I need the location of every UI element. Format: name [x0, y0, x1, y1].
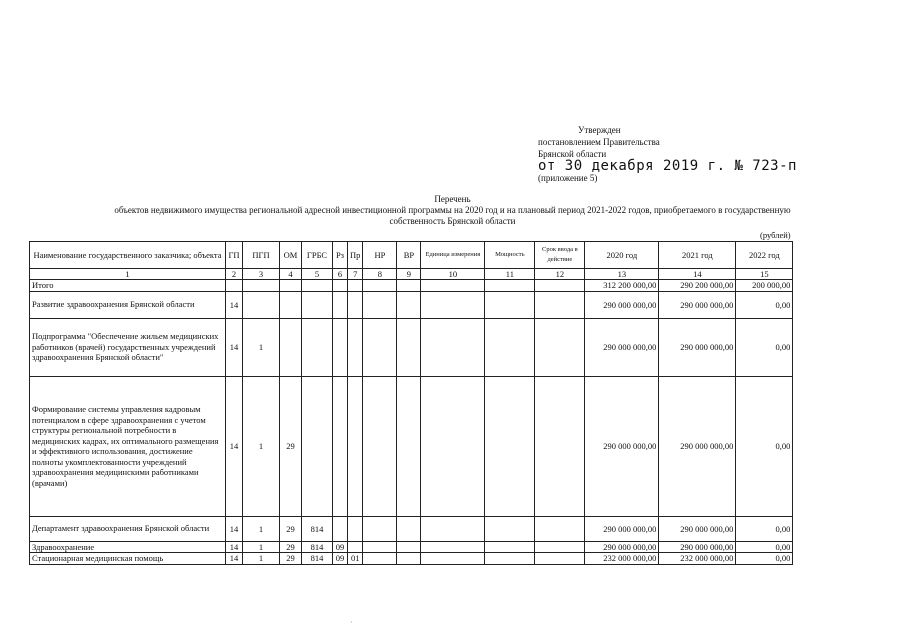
col-num: 5 — [302, 269, 333, 280]
row-nr — [363, 553, 397, 565]
row-2021: 290 000 000,00 — [659, 318, 736, 376]
row-pr — [348, 318, 363, 376]
row-name: Итого — [30, 280, 226, 292]
header-unit: Единица измерения — [421, 242, 485, 269]
table-row — [30, 291, 793, 318]
row-pgp — [243, 280, 280, 292]
row-unit — [421, 376, 485, 516]
row-name: Департамент здравоохранения Брянской области — [30, 516, 226, 541]
units-label: (рублей) — [760, 230, 791, 240]
row-pr — [348, 516, 363, 541]
row-term — [535, 291, 585, 318]
approval-date-number: от 30 декабря 2019 г. № 723-п — [538, 158, 797, 174]
title-line-1: Перечень — [434, 194, 471, 204]
row-grbs — [302, 376, 333, 516]
approval-stamp — [538, 124, 797, 184]
row-om: 29 — [280, 376, 302, 516]
approval-appendix: (приложение 5) — [538, 173, 598, 183]
col-num: 6 — [333, 269, 348, 280]
scan-mark: · — [350, 618, 353, 627]
col-num: 12 — [535, 269, 585, 280]
row-2021: 232 000 000,00 — [659, 553, 736, 565]
header-2020: 2020 год — [585, 242, 659, 269]
table-row — [30, 541, 793, 553]
row-unit — [421, 541, 485, 553]
row-2022: 0,00 — [736, 516, 793, 541]
title-line-3: собственность Брянской области — [389, 216, 516, 226]
document-title — [20, 194, 885, 227]
row-nr — [363, 376, 397, 516]
header-nr: НР — [363, 242, 397, 269]
investment-table — [29, 241, 793, 565]
approval-line-decree: постановлением Правительства — [538, 137, 660, 147]
row-2022: 0,00 — [736, 318, 793, 376]
row-nr — [363, 541, 397, 553]
row-pgp — [243, 291, 280, 318]
header-pgp: ПГП — [243, 242, 280, 269]
row-om: 29 — [280, 541, 302, 553]
title-line-2: объектов недвижимого имущества региональной адресной инвестиционной программы на 2020 год и на плановый период 2021-2022 годов, приобретаемого в государственную — [114, 205, 791, 215]
row-vr — [397, 516, 421, 541]
row-vr — [397, 280, 421, 292]
row-unit — [421, 318, 485, 376]
row-power — [485, 291, 535, 318]
row-pr — [348, 280, 363, 292]
row-rz — [333, 318, 348, 376]
row-gp: 14 — [226, 541, 243, 553]
col-num: 4 — [280, 269, 302, 280]
table-row — [30, 516, 793, 541]
row-rz — [333, 291, 348, 318]
table-row — [30, 553, 793, 565]
row-nr — [363, 291, 397, 318]
row-name: Формирование системы управления кадровым потенциалом в сфере здравоохранения с учетом структуры региональной потребности в медицинских кадрах, их оптимального размещения и эффективного использования, достижение полноты укомплектованности учреждений здравоохранения медицинскими работниками (врачами) — [30, 376, 226, 516]
row-om — [280, 318, 302, 376]
col-num: 10 — [421, 269, 485, 280]
row-unit — [421, 280, 485, 292]
header-2022: 2022 год — [736, 242, 793, 269]
row-2020: 290 000 000,00 — [585, 291, 659, 318]
row-rz — [333, 516, 348, 541]
col-num: 13 — [585, 269, 659, 280]
row-2020: 232 000 000,00 — [585, 553, 659, 565]
row-term — [535, 541, 585, 553]
row-term — [535, 318, 585, 376]
header-gp: ГП — [226, 242, 243, 269]
header-om: ОМ — [280, 242, 302, 269]
row-unit — [421, 291, 485, 318]
col-num: 9 — [397, 269, 421, 280]
row-nr — [363, 318, 397, 376]
row-2022: 0,00 — [736, 541, 793, 553]
row-gp: 14 — [226, 376, 243, 516]
row-2022: 0,00 — [736, 376, 793, 516]
row-power — [485, 318, 535, 376]
row-om: 29 — [280, 553, 302, 565]
row-rz — [333, 376, 348, 516]
col-num: 7 — [348, 269, 363, 280]
row-om — [280, 291, 302, 318]
row-vr — [397, 291, 421, 318]
row-term — [535, 280, 585, 292]
col-num: 3 — [243, 269, 280, 280]
row-nr — [363, 280, 397, 292]
row-vr — [397, 553, 421, 565]
approval-line-region: Брянской области — [538, 149, 607, 159]
row-grbs: 814 — [302, 541, 333, 553]
row-grbs — [302, 291, 333, 318]
row-grbs — [302, 318, 333, 376]
row-gp: 14 — [226, 318, 243, 376]
row-rz: 09 — [333, 553, 348, 565]
row-2020: 290 000 000,00 — [585, 318, 659, 376]
col-num: 14 — [659, 269, 736, 280]
col-num: 15 — [736, 269, 793, 280]
row-2020: 290 000 000,00 — [585, 376, 659, 516]
header-row — [30, 242, 793, 269]
row-power — [485, 516, 535, 541]
row-pr — [348, 376, 363, 516]
row-gp — [226, 280, 243, 292]
row-pgp: 1 — [243, 553, 280, 565]
row-om — [280, 280, 302, 292]
row-pgp: 1 — [243, 318, 280, 376]
row-name: Здравоохранение — [30, 541, 226, 553]
row-unit — [421, 553, 485, 565]
row-gp: 14 — [226, 291, 243, 318]
row-power — [485, 280, 535, 292]
row-gp: 14 — [226, 516, 243, 541]
header-rz: Рз — [333, 242, 348, 269]
header-power: Мощность — [485, 242, 535, 269]
row-name: Развитие здравоохранения Брянской области — [30, 291, 226, 318]
row-2021: 290 000 000,00 — [659, 541, 736, 553]
header-term: Срок ввода в действие — [535, 242, 585, 269]
row-power — [485, 541, 535, 553]
row-name: Подпрограмма "Обеспечение жильем медицинских работников (врачей) государственных учреждений здравоохранения Брянской области" — [30, 318, 226, 376]
row-vr — [397, 541, 421, 553]
row-pgp: 1 — [243, 516, 280, 541]
header-2021: 2021 год — [659, 242, 736, 269]
row-power — [485, 553, 535, 565]
row-rz — [333, 280, 348, 292]
row-pgp: 1 — [243, 541, 280, 553]
table-row — [30, 280, 793, 292]
col-num: 2 — [226, 269, 243, 280]
row-power — [485, 376, 535, 516]
row-grbs: 814 — [302, 516, 333, 541]
row-2022: 0,00 — [736, 291, 793, 318]
col-num: 8 — [363, 269, 397, 280]
row-grbs: 814 — [302, 553, 333, 565]
row-om: 29 — [280, 516, 302, 541]
header-pr: Пр — [348, 242, 363, 269]
row-2022: 0,00 — [736, 553, 793, 565]
row-pr — [348, 291, 363, 318]
row-2022: 200 000,00 — [736, 280, 793, 292]
row-term — [535, 553, 585, 565]
header-name: Наименование государственного заказчика; объекта — [30, 242, 226, 269]
row-pgp: 1 — [243, 376, 280, 516]
row-nr — [363, 516, 397, 541]
row-2020: 290 000 000,00 — [585, 541, 659, 553]
row-2021: 290 200 000,00 — [659, 280, 736, 292]
table-row — [30, 376, 793, 516]
approval-line-approved: Утвержден — [578, 125, 621, 135]
row-2021: 290 000 000,00 — [659, 516, 736, 541]
row-grbs — [302, 280, 333, 292]
header-vr: ВР — [397, 242, 421, 269]
col-num: 1 — [30, 269, 226, 280]
row-rz: 09 — [333, 541, 348, 553]
row-name: Стационарная медицинская помощь — [30, 553, 226, 565]
row-vr — [397, 318, 421, 376]
column-numbers-row — [30, 269, 793, 280]
row-vr — [397, 376, 421, 516]
row-unit — [421, 516, 485, 541]
row-2021: 290 000 000,00 — [659, 291, 736, 318]
header-grbs: ГРБС — [302, 242, 333, 269]
col-num: 11 — [485, 269, 535, 280]
table-row — [30, 318, 793, 376]
row-pr — [348, 541, 363, 553]
row-2021: 290 000 000,00 — [659, 376, 736, 516]
row-2020: 312 200 000,00 — [585, 280, 659, 292]
row-term — [535, 516, 585, 541]
row-term — [535, 376, 585, 516]
row-pr: 01 — [348, 553, 363, 565]
row-gp: 14 — [226, 553, 243, 565]
row-2020: 290 000 000,00 — [585, 516, 659, 541]
